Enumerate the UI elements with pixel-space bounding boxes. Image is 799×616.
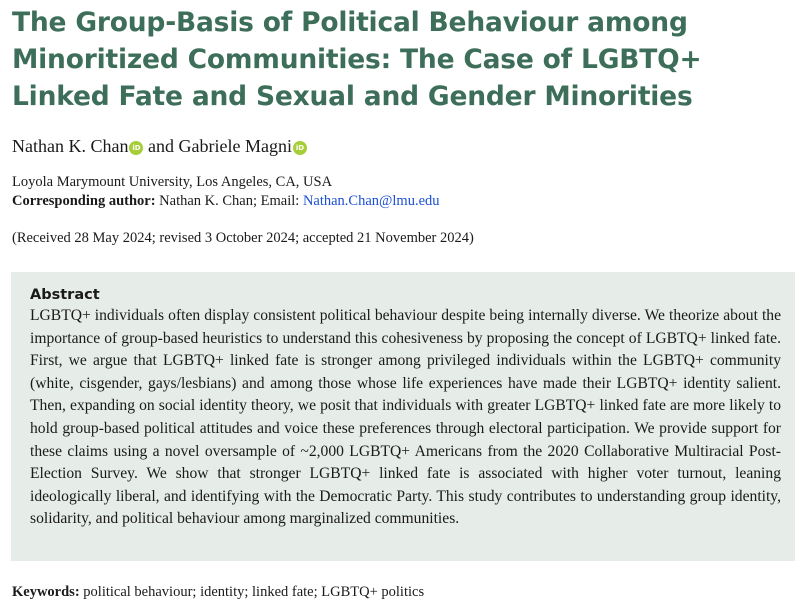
abstract-box [11, 272, 795, 561]
corresponding-author [12, 191, 440, 211]
author-name: Nathan K. Chan [12, 136, 129, 156]
email-link[interactable]: Nathan.Chan@lmu.edu [302, 193, 440, 209]
keywords [12, 582, 424, 602]
keywords-text: political behaviour; identity; linked fate; LGBTQ+ politics [79, 584, 425, 600]
corresponding-label: Corresponding author: [12, 193, 156, 209]
keywords-label: Keywords: [12, 584, 80, 600]
orcid-icon[interactable]: iD [293, 141, 307, 155]
received-dates: (Received 28 May 2024; revised 3 October 2024; accepted 21 November 2024) [12, 230, 474, 246]
article-title: The Group-Basis of Political Behaviour among Minoritized Communities: The Case of LGBTQ+ Linked Fate and Sexual and Gender Minorities [12, 7, 702, 112]
author-list [12, 134, 307, 158]
abstract-heading: Abstract [30, 287, 100, 303]
author-name: Gabriele Magni [178, 136, 292, 156]
abstract-text: LGBTQ+ individuals often display consistent political behaviour despite being internally diverse. We theorize about the importance of group-based heuristics to understand this cohesiveness by proposing the concept of LGBTQ+ linked fate. First, we argue that LGBTQ+ linked fate is stronger among privileged individuals within the LGBTQ+ community (white, cisgender, gays/lesbians) and among those whose life experiences have made their LGBTQ+ identity salient. Then, expanding on social identity theory, we posit that individuals with greater LGBTQ+ linked fate are more likely to hold group-based political attitudes and voice these preferences through electoral participation. We provide support for these claims using a novel oversample of ~2,000 LGBTQ+ Americans from the 2020 Collaborative Multiracial Post-Election Survey. We show that stronger LGBTQ+ linked fate is associated with higher voter turnout, leaning ideologically liberal, and identifying with the Democratic Party. This study contributes to understanding group identity, solidarity, and political behaviour among marginalized communities. [30, 307, 781, 528]
orcid-icon[interactable]: iD [129, 141, 143, 155]
affiliation: Loyola Marymount University, Los Angeles, CA, USA [12, 174, 333, 190]
corresponding-text: Nathan K. Chan; Email: [155, 193, 303, 209]
author-connector: and [143, 136, 179, 156]
